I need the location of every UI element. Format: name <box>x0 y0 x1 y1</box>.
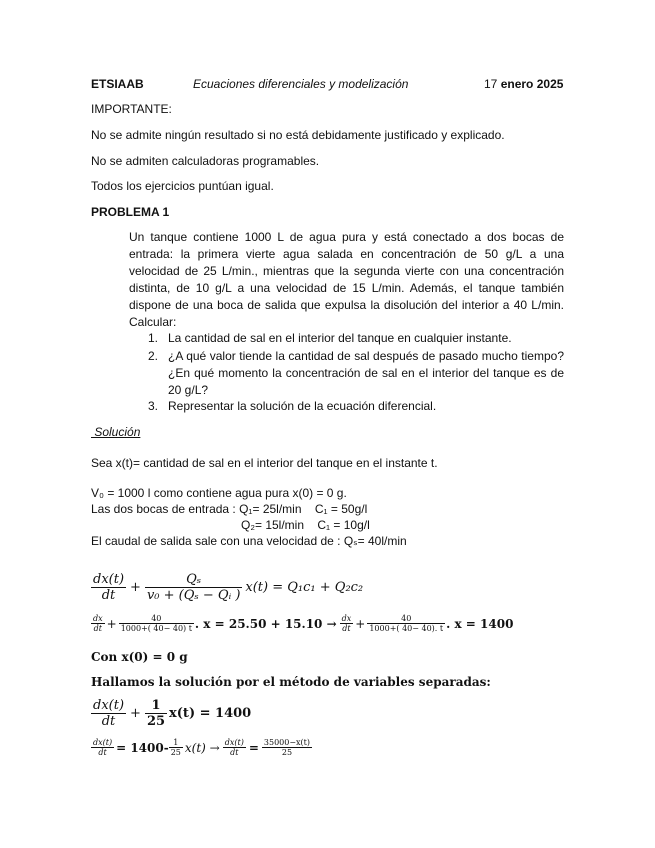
eq4-a-num: dx(t) <box>93 738 113 747</box>
eq1-mid-num: Qₛ <box>145 572 242 588</box>
eq1-mid-fraction <box>145 572 242 603</box>
eq2-mid: . x = 25.50 + 15.10 → <box>194 616 337 631</box>
solution-heading: Solución <box>91 425 141 439</box>
eq3-k-den: 25 <box>146 714 166 729</box>
eq3-plus: + <box>130 706 141 721</box>
eq2-frac-d <box>367 614 445 633</box>
eq4-equals: = <box>248 740 259 755</box>
solution-initial-condition: Con x(0) = 0 g <box>91 650 188 664</box>
solution-inlet-2: Q₂= 15l/min C₁ = 10g/l <box>241 518 370 532</box>
eq4-mid1: = 1400- <box>116 740 169 755</box>
header-date-month: enero 2025 <box>500 77 564 91</box>
eq2-b-den: 1000+( 40− 40) t <box>120 624 192 633</box>
item-1-number: 1. <box>148 331 159 345</box>
eq1-lhs-fraction <box>91 572 126 603</box>
problem-statement: Un tanque contiene 1000 L de agua pura y está conectado a dos bocas de entrada: la primera vierte agua salada en concentración de 50 g/L a una velocidad de 25 L/min., mientras que la segunda vierte con una concentración distinta, de 10 g/L a una velocidad de 15 L/min. Además, el tanque también dispone de una boca de salida que expulsa la disolución del interior a 40 L/min. Calcular: <box>129 230 564 329</box>
eq2-a-den: dt <box>93 624 102 633</box>
eq4-c-den: 25 <box>281 748 293 757</box>
eq2-d-den: 1000+( 40− 40). t <box>369 624 444 633</box>
header-date <box>484 77 563 91</box>
eq2-frac-b <box>119 614 194 633</box>
notice-line-1: No se admite ningún resultado si no está debidamente justificado y explicado. <box>91 128 505 142</box>
solution-outlet: El caudal de salida sale con una velocidad de : Qₛ= 40l/min <box>91 534 407 548</box>
eq1-plus: + <box>130 580 141 595</box>
eq1-lhs-den: dt <box>101 588 116 603</box>
eq4-k-num: 1 <box>169 738 183 748</box>
eq1-mid-den: v₀ + (Qₛ − Qᵢ ) <box>146 588 241 603</box>
eq2-b-num: 40 <box>119 614 194 624</box>
eq2-a-num: dx <box>93 614 103 623</box>
eq1-lhs-num: dx(t) <box>93 572 125 587</box>
eq2-frac-c <box>340 614 354 633</box>
problem-title: PROBLEMA 1 <box>91 205 170 219</box>
solution-method: Hallamos la solución por el método de variables separadas: <box>91 675 491 689</box>
equation-2: $\frac{dx}{dt}$ + $\frac{40}{1000+( 40- 40) t}$ . x = 25.50 + 15.10 → $\frac{dx}{dt}$ + $\frac{40}{1000+( 40- 40). t}$ . x = 1400 <box>93 614 514 633</box>
header-date-day: 17 <box>484 77 498 91</box>
eq2-frac-a <box>91 614 105 633</box>
eq3-lhs-num: dx(t) <box>93 698 125 713</box>
eq4-frac-b <box>223 738 246 757</box>
eq4-k-den: 25 <box>170 748 181 757</box>
item-1-text: La cantidad de sal en el interior del tanque en cualquier instante. <box>168 331 512 345</box>
notice-line-3: Todos los ejercicios puntúan igual. <box>91 179 274 193</box>
equation-1 <box>91 572 363 603</box>
solution-definition: Sea x(t)= cantidad de sal en el interior del tanque en el instante t. <box>91 456 438 470</box>
eq4-b-num: dx(t) <box>224 738 244 747</box>
eq2-c-den: dt <box>342 624 351 633</box>
item-3-number: 3. <box>148 399 159 413</box>
item-2-text: ¿A qué valor tiende la cantidad de sal después de pasado mucho tiempo? ¿En qué momento la concentración de sal en el interior del tanque es de 20 g/L? <box>168 349 564 397</box>
header-course: Ecuaciones diferenciales y modelización <box>193 77 409 91</box>
eq3-lhs-fraction <box>91 698 126 729</box>
eq4-frac-c <box>262 738 312 757</box>
eq1-rhs: x(t) = Q₁c₁ + Q₂c₂ <box>245 580 364 595</box>
item-2-number: 2. <box>148 349 159 363</box>
notice-important: IMPORTANTE: <box>91 102 172 116</box>
solution-initial-volume: V₀ = 1000 l como contiene agua pura x(0) = 0 g. <box>91 486 347 500</box>
eq3-lhs-den: dt <box>101 714 116 729</box>
eq4-c-num: 35000−x(t) <box>263 738 311 747</box>
eq4-k-fraction <box>169 738 183 757</box>
eq2-end: . x = 1400 <box>446 616 514 631</box>
item-3-text: Representar la solución de la ecuación diferencial. <box>168 399 437 413</box>
eq3-k-num: 1 <box>145 698 167 714</box>
eq4-mid2: x(t) → <box>184 740 220 755</box>
eq2-d-num: 40 <box>367 614 445 624</box>
equation-4 <box>91 738 312 757</box>
eq3-k-fraction <box>145 698 167 729</box>
eq3-rhs: x(t) = 1400 <box>169 706 252 721</box>
eq4-frac-a <box>91 738 114 757</box>
equation-3 <box>91 698 251 729</box>
eq4-b-den: dt <box>230 748 239 757</box>
eq4-a-den: dt <box>98 748 107 757</box>
solution-inlets: Las dos bocas de entrada : Q₁= 25l/min C₁ = 50g/l <box>91 502 368 516</box>
notice-line-2: No se admiten calculadoras programables. <box>91 154 320 168</box>
header-institution: ETSIAAB <box>91 77 144 91</box>
eq2-c-num: dx <box>341 614 352 623</box>
